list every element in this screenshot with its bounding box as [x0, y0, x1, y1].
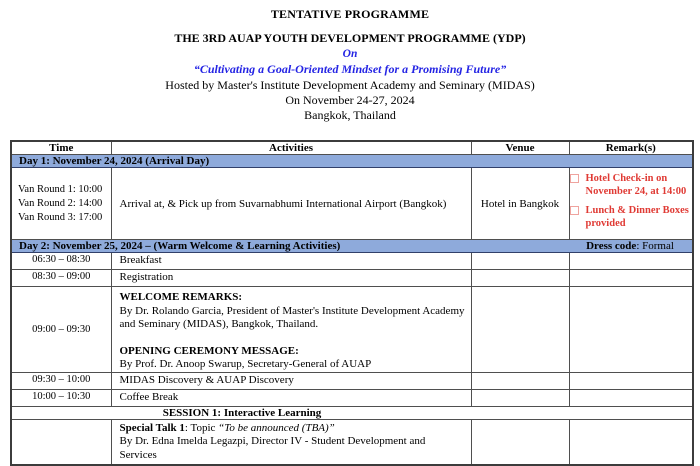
day2-banner-label: Day 2: November 25, 2024 – (Warm Welcome & Learning Activities): [19, 240, 341, 252]
special-talk-line2: By Dr. Edna Imelda Legazpi, Director IV - Student Development and Services: [119, 435, 426, 461]
time-cell: 08:30 – 09:00: [11, 270, 111, 287]
special-talk-line1: [120, 422, 465, 436]
time-cell: 09:30 – 10:00: [11, 372, 111, 389]
activity-cell: Breakfast: [111, 253, 471, 270]
remark-item: [570, 172, 693, 198]
activity-cell: MIDAS Discovery & AUAP Discovery: [111, 372, 471, 389]
remarks-cell: [569, 389, 693, 406]
time-cell: 06:30 – 08:30: [11, 253, 111, 270]
doc-title: TENTATIVE PROGRAMME: [270, 7, 430, 21]
remark-text: Hotel Check-in on November 24, at 14:00: [585, 172, 687, 197]
welcome-remarks-title: WELCOME REMARKS:: [119, 291, 243, 303]
arrival-row: [11, 168, 693, 240]
arrival-activity-text: Arrival at, & Pick up from Suvarnabhumi International Airport (Bangkok): [119, 197, 447, 210]
remarks-cell: [569, 253, 693, 270]
opening-ceremony-title: OPENING CEREMONY MESSAGE:: [119, 344, 299, 357]
venue-cell: [471, 253, 569, 270]
remark-item: [570, 204, 693, 230]
programme-table: [10, 140, 694, 466]
coffee-break-row: [11, 389, 693, 406]
venue-cell: [471, 419, 569, 465]
venue-cell: [471, 287, 569, 373]
day1-banner-row: [11, 155, 693, 168]
time-cell: [11, 419, 111, 465]
arrival-time-cell: [11, 168, 111, 240]
venue-cell: [471, 372, 569, 389]
van-round-2: Van Round 2: 14:00: [18, 197, 103, 209]
special-talk-row: [11, 419, 693, 465]
activity-cell: [111, 419, 471, 465]
arrival-venue-cell: Hotel in Bangkok: [471, 168, 569, 240]
arrival-activity-cell: [111, 168, 471, 240]
date-line: On November 24-27, 2024: [285, 93, 415, 107]
opening-ceremony-by: By Prof. Dr. Anoop Swarup, Secretary-General of AUAP: [119, 358, 372, 370]
van-round-3: Van Round 3: 17:00: [18, 211, 103, 223]
special-talk-topic: “To be announced (TBA)”: [218, 421, 335, 434]
special-talk-label: Special Talk 1: [119, 421, 185, 434]
remarks-cell: [569, 372, 693, 389]
blank-line: [120, 332, 465, 345]
van-round-1: Van Round 1: 10:00: [18, 183, 103, 195]
remark-text: Lunch & Dinner Boxes provided: [585, 204, 689, 229]
col-header-remarks: Remark(s): [569, 141, 693, 155]
special-talk-mid: : Topic: [184, 421, 219, 434]
time-cell: 10:00 – 10:30: [11, 389, 111, 406]
registration-row: [11, 270, 693, 287]
arrival-remarks-cell: [569, 168, 693, 240]
subtitle-on: On: [342, 48, 358, 60]
programme-title: THE 3RD AUAP YOUTH DEVELOPMENT PROGRAMME (YDP): [174, 31, 526, 45]
document-header: [0, 0, 700, 123]
day2-banner-row: [11, 240, 693, 253]
dress-code-value: : Formal: [636, 240, 674, 252]
checkbox-icon: [570, 174, 579, 183]
activity-cell: Coffee Break: [111, 389, 471, 406]
remarks-cell: [569, 270, 693, 287]
col-header-venue: Venue: [471, 141, 569, 155]
checkbox-icon: [570, 206, 579, 215]
remarks-cell: [569, 287, 693, 373]
ceremony-row: [11, 287, 693, 373]
breakfast-row: [11, 253, 693, 270]
theme-line: “Cultivating a Goal-Oriented Mindset for a Promising Future”: [193, 62, 507, 76]
host-line: Hosted by Master's Institute Development Academy and Seminary (MIDAS): [165, 78, 535, 92]
col-header-time: Time: [11, 141, 111, 155]
venue-cell: [471, 389, 569, 406]
day1-banner-label: Day 1: November 24, 2024 (Arrival Day): [19, 155, 210, 167]
session1-banner-row: [11, 406, 693, 419]
dress-code-note: [568, 240, 692, 252]
activity-cell: [111, 287, 471, 373]
time-cell: 09:00 – 09:30: [11, 287, 111, 373]
table-header-row: [11, 141, 693, 155]
location-line: Bangkok, Thailand: [304, 108, 396, 122]
session1-title: SESSION 1: Interactive Learning: [162, 406, 322, 419]
welcome-remarks-by: By Dr. Rolando Garcia, President of Master's Institute Development Academy and Seminary (MIDAS), Bangkok, Thailand.: [119, 304, 465, 330]
activity-cell: Registration: [111, 270, 471, 287]
dress-code-label: Dress code: [586, 240, 637, 252]
col-header-activities: Activities: [111, 141, 471, 155]
venue-cell: [471, 270, 569, 287]
midas-discovery-row: [11, 372, 693, 389]
remarks-cell: [569, 419, 693, 465]
